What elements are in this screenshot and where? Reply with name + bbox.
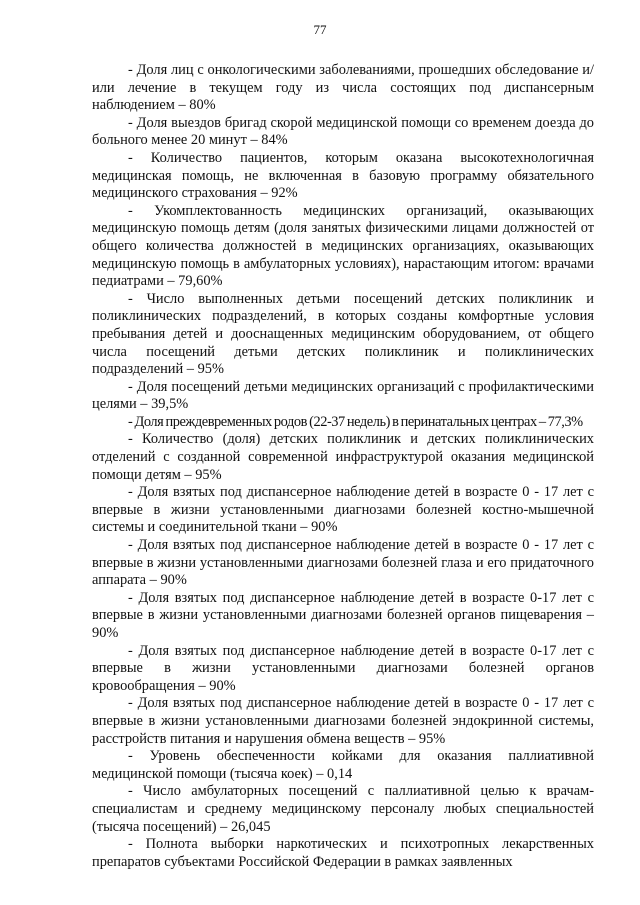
list-item: - Доля взятых под диспансерное наблюдение детей в возрасте 0-17 лет с впервые в жизни установленными диагнозами болезней органов пищеварения – 90% [92,589,594,641]
list-item: - Доля взятых под диспансерное наблюдение детей в возрасте 0 - 17 лет с впервые в жизни установленными диагнозами болезней эндокринной системы, расстройств питания и нарушения обмена веществ – 95% [92,695,594,747]
list-item: - Количество пациентов, которым оказана высокотехнологичная медицинская помощь, не включенная в базовую программу обязательного медицинского страхования – 92% [92,149,594,202]
list-item: - Доля взятых под диспансерное наблюдение детей в возрасте 0 - 17 лет с впервые в жизни установленными диагнозами болезней глаза и его придаточного аппарата – 90% [92,537,594,589]
list-item: - Доля выездов бригад скорой медицинской помощи со временем доезда до больного менее 20 минут – 84% [92,114,594,149]
list-item: - Доля преждевременных родов (22-37 недель) в перинатальных центрах – 77,3% [128,413,583,430]
list-item: - Доля посещений детьми медицинских организаций с профилактическими целями – 39,5% [92,378,594,413]
list-item: - Укомплектованность медицинских организаций, оказывающих медицинскую помощь детям (доля занятых физическими лицами должностей от общего количества должностей в медицинских организациях, оказывающих медицинскую помощь в амбулаторных условиях), нарастающим итогом: врачами педиатрами – 79,60% [92,202,594,290]
list-item: - Уровень обеспеченности койками для оказания паллиативной медицинской помощи (тысяча коек) – 0,14 [92,748,594,782]
page-number: 77 [313,22,327,37]
list-item: - Количество (доля) детских поликлиник и детских поликлинических отделений с созданной современной инфраструктурой оказания медицинской помощи детям – 95% [92,431,594,483]
list-item: - Доля взятых под диспансерное наблюдение детей в возрасте 0 - 17 лет с впервые в жизни установленными диагнозами болезней костно-мышечной системы и соединительной ткани – 90% [92,484,594,536]
list-item: - Доля лиц с онкологическими заболеваниями, прошедших обследование и/или лечение в текущем году из числа состоящих под диспансерным наблюдением – 80% [92,62,594,114]
list-item: - Число амбулаторных посещений с паллиативной целью к врачам-специалистам и среднему медицинскому персоналу любых специальностей (тысяча посещений) – 26,045 [92,783,594,835]
list-item: - Доля взятых под диспансерное наблюдение детей в возрасте 0-17 лет с впервые в жизни установленными диагнозами болезней органов кровообращения – 90% [92,642,594,694]
list-item: - Число выполненных детьми посещений детских поликлиник и поликлинических подразделений, в которых созданы комфортные условия пребывания детей и дооснащенных медицинским оборудованием, от общего числа посещений детьми детских поликлиник и поликлинических подразделений – 95% [92,290,594,378]
list-item: - Полнота выборки наркотических и психотропных лекарственных препаратов субъектами Российской Федерации в рамках заявленных [92,836,594,870]
document-body [92,62,594,871]
